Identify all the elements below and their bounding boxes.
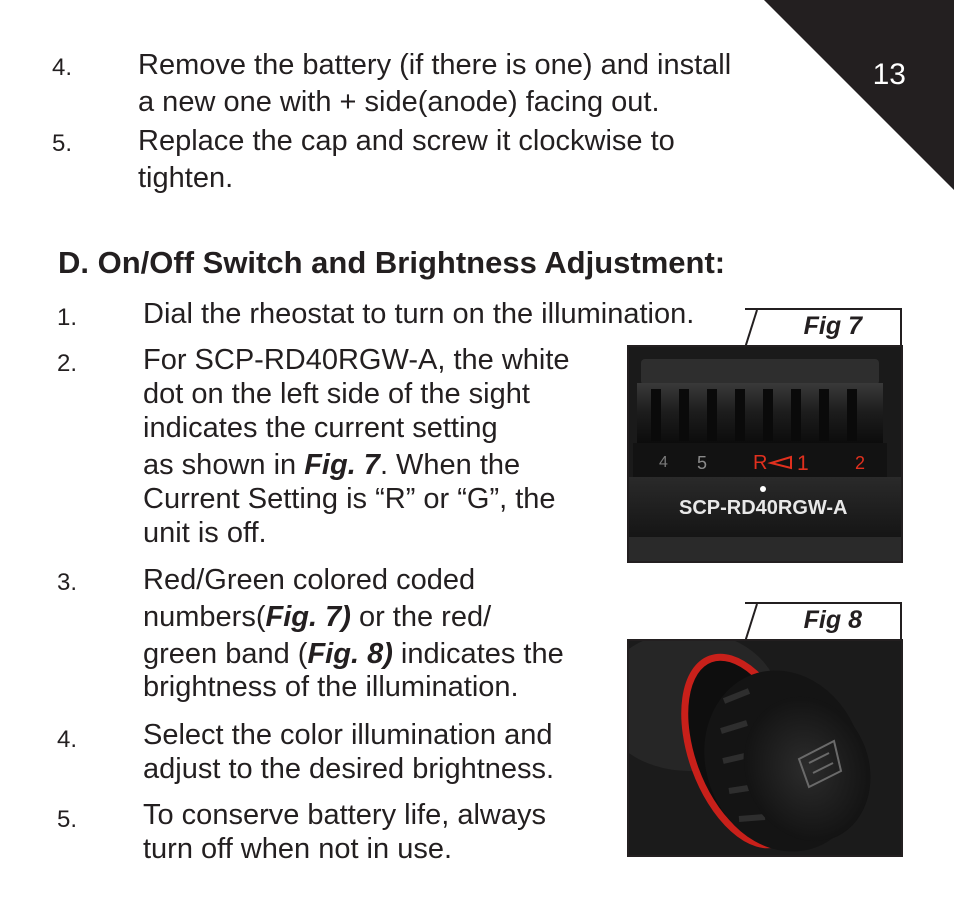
list-line: tighten. [138,162,234,194]
list-line: a new one with + side(anode) facing out. [138,86,660,118]
fig7-photo [627,345,903,563]
list-line: Replace the cap and screw it clockwise to [138,125,675,157]
step-line: Current Setting is “R” or “G”, the [143,483,556,515]
step-text [143,718,554,786]
step-number: 3. [57,569,78,596]
fig-reference: Fig. 8) [307,638,393,670]
step-text: Dial the rheostat to turn on the illumination. [143,298,695,330]
model-engraving: SCP-RD40RGW-A [679,497,848,519]
page-corner-tab [764,0,954,190]
scope-knob-image [629,641,901,855]
step-line: turn off when not in use. [143,833,453,865]
step-number: 5. [57,806,78,833]
step-number: 4. [57,726,78,753]
section-heading: D. On/Off Switch and Brightness Adjustment: [58,245,726,280]
dial-letter-r: R [753,452,768,474]
scope-dial-image [629,347,901,561]
step-line: dot on the left side of the sight [143,378,530,410]
step-line: as shown in Fig. 7. When the [143,449,521,481]
step-line: Select the color illumination and [143,719,553,751]
tab-slant [745,310,765,348]
dial-number-2: 2 [855,453,866,473]
list-number: 5. [52,130,73,157]
fig8-photo [627,639,903,857]
tab-slant [745,604,765,642]
list-line: Remove the battery (if there is one) and install [138,49,732,81]
step-line: For SCP-RD40RGW-A, the white [143,344,570,376]
step-line: adjust to the desired brightness. [143,753,555,785]
indicator-dot-icon [760,486,766,492]
dial-number-4: 4 [659,454,668,471]
fig-reference: Fig. 7) [265,601,351,633]
dial-number-1: 1 [797,452,809,475]
step-number: 1. [57,304,78,331]
list-number: 4. [52,54,73,81]
step-text [143,343,570,550]
fig8-label: Fig 8 [803,606,862,634]
step-line: indicates the current setting [143,412,498,444]
step-number: 2. [57,350,78,377]
list-item [138,47,731,121]
step-line: unit is off. [143,517,267,549]
step-line: brightness of the illumination. [143,671,519,703]
list-item [138,123,675,197]
step-line: green band (Fig. 8) indicates the [143,638,564,670]
fig-reference: Fig. 7 [304,449,380,481]
fig7-label: Fig 7 [803,312,862,340]
step-text [143,798,546,866]
step-line: numbers(Fig. 7) or the red/ [143,601,492,633]
fig7-tab [745,308,902,346]
step-line: To conserve battery life, always [143,799,546,831]
page-number: 13 [872,58,906,91]
dial-number-5: 5 [697,453,708,473]
fig8-tab [745,602,902,640]
step-line: Red/Green colored coded [143,564,476,596]
step-text [143,562,564,706]
